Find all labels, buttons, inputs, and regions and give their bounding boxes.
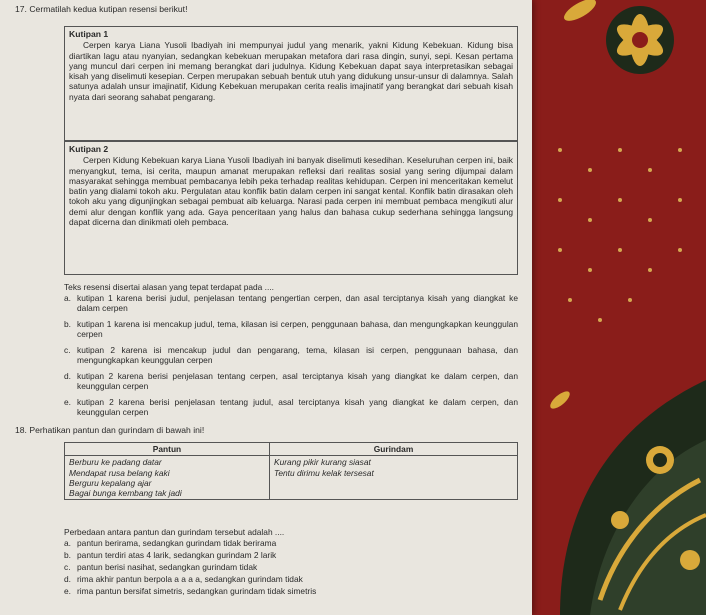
question-number: 18. xyxy=(15,425,27,435)
option-text: kutipan 2 karena berisi penjelasan tentang judul, asal terciptanya kisah yang diangkat ke dalam cerpen, dan keunggulan cerpen xyxy=(77,397,518,418)
gurindam-cell xyxy=(270,456,518,500)
answer-option[interactable] xyxy=(64,319,518,340)
option-text: pantun berisi nasihat, sedangkan gurindam tidak xyxy=(77,562,258,572)
answer-option[interactable] xyxy=(64,371,518,392)
answer-option[interactable] xyxy=(64,293,518,314)
option-text: kutipan 2 karena isi mencakup judul dan pengarang, tema, kilasan isi cerpen, penggunaan bahasa, dan mengungkapkan keunggulan cerpen xyxy=(77,345,518,366)
table-header-pantun: Pantun xyxy=(65,443,270,456)
pantun-line: Berguru kepalang ajar xyxy=(69,477,152,488)
kutipan-1-box xyxy=(64,26,518,141)
option-text: rima pantun bersifat simetris, sedangkan gurindam tidak simetris xyxy=(77,586,317,596)
option-text: kutipan 1 karena isi mencakup judul, tema, kilasan isi cerpen, penggunaan bahasa, dan mengungkapkan keunggulan cerpen xyxy=(77,319,518,340)
pantun-line: Bagai bunga kembang tak jadi xyxy=(69,488,182,499)
option-letter: c. xyxy=(64,345,71,355)
option-text: pantun terdiri atas 4 larik, sedangkan gurindam 2 larik xyxy=(77,550,277,560)
option-letter: c. xyxy=(64,562,71,572)
table-header-gurindam: Gurindam xyxy=(270,443,518,456)
option-letter: b. xyxy=(64,319,71,329)
option-text: kutipan 1 karena berisi judul, penjelasan tentang pengertian cerpen, dan asal terciptanya kisah yang diangkat ke dalam cerpen xyxy=(77,293,518,314)
option-letter: e. xyxy=(64,397,71,407)
kutipan-1-text: Cerpen karya Liana Yusoli Ibadiyah ini mempunyai judul yang menarik, yakni Kidung Kebekuan. Kidung bisa diartikan lagu atau nyanyian, sedangkan kebekuan merupakan metafora dari rasa dingin, sunyi, sepi. Kesan pertama yang muncul dari cerpen ini memang berangkat dari judulnya. Kidung Kebekuan dapat saya interpretasikan sebagai kisah yang diselimuti kesepian. Cerpen merupakan sebuah bentuk utuh yang didukung unsur-unsur di dalamnya. Salah satunya adalah unsur imajinatif, Kidung Kebekuan merupakan cerita realis imajinatif yang berangkat dari sebuah kisah nyata dari seorang sahabat pengarang. xyxy=(69,40,513,102)
answer-option[interactable] xyxy=(64,550,518,560)
pantun-line: Mendapat rusa belang kaki xyxy=(69,467,170,478)
option-letter: a. xyxy=(64,538,71,548)
option-letter: d. xyxy=(64,574,71,584)
pantun-gurindam-table xyxy=(64,442,518,500)
answer-option[interactable] xyxy=(64,586,518,596)
answer-option[interactable] xyxy=(64,397,518,418)
answer-option[interactable] xyxy=(64,538,518,548)
option-text: kutipan 2 karena berisi penjelasan tentang cerpen, asal terciptanya kisah yang diangkat ke dalam cerpen, dan keunggulan cerpen xyxy=(77,371,518,392)
question-number: 17. xyxy=(15,4,27,14)
answer-option[interactable] xyxy=(64,562,518,572)
option-letter: d. xyxy=(64,371,71,381)
question-18-prompt: Perbedaan antara pantun dan gurindam tersebut adalah .... xyxy=(64,527,285,537)
answer-option[interactable] xyxy=(64,574,518,584)
question-17-header xyxy=(15,4,187,14)
gurindam-line: Kurang pikir kurang siasat xyxy=(274,457,371,468)
option-letter: e. xyxy=(64,586,71,596)
option-text: pantun berirama, sedangkan gurindam tidak berirama xyxy=(77,538,277,548)
pantun-line: Berburu ke padang datar xyxy=(69,457,162,468)
question-18-header xyxy=(15,425,204,435)
option-letter: b. xyxy=(64,550,71,560)
answer-option[interactable] xyxy=(64,345,518,366)
kutipan-2-text: Cerpen Kidung Kebekuan karya Liana Yusoli Ibadiyah ini banyak diselimuti kesedihan. Keseluruhan cerpen ini, baik menyangkut, tema, isi cerita, maupun amanat merupakan refleksi dari realitas sosial yang sering dijumpai dalam masyarakat sehingga membuat pembacanya lebih peka terhadap realitas kehidupan. Cerpen ini menceritakan kemelut batin yang dialami tokoh aku. Pergulatan atau konflik batin dalam cerpen ini sangat kental. Konflik batin dirasakan oleh tokoh aku yang digunjingkan sebagai pembuat aib keluarga. Narasi pada cerpen ini membuat pembaca mengikuti alur demi alur dengan konflik yang ada. Gaya penceritaan yang halus dan bahasa cukup sederhana sehingga langsung dapat dicerna dan dinikmati oleh pembaca. xyxy=(69,155,513,228)
gurindam-line: Tentu dirimu kelak tersesat xyxy=(274,467,374,478)
question-instruction: Perhatikan pantun dan gurindam di bawah ini! xyxy=(29,425,205,435)
option-text: rima akhir pantun berpola a a a a, sedangkan gurindam tidak xyxy=(77,574,303,584)
kutipan-2-box xyxy=(64,141,518,275)
kutipan-1-title: Kutipan 1 xyxy=(69,29,109,39)
question-17-prompt: Teks resensi disertai alasan yang tepat terdapat pada .... xyxy=(64,282,274,292)
option-letter: a. xyxy=(64,293,71,303)
pantun-cell xyxy=(65,456,270,500)
kutipan-2-title: Kutipan 2 xyxy=(69,144,109,154)
question-instruction: Cermatilah kedua kutipan resensi berikut! xyxy=(29,4,188,14)
batik-flower-top xyxy=(606,6,674,74)
